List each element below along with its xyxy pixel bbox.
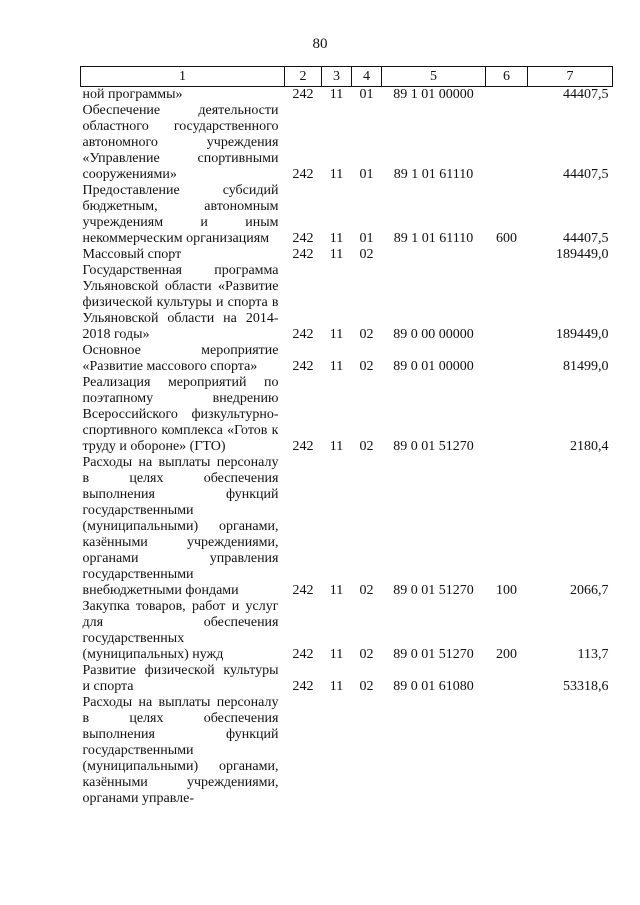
expense-name: Предоставление субсидий бюджетным, автономным учреждениям и иным некоммерческим организациям	[82, 183, 279, 246]
amount: 113,7	[577, 647, 609, 662]
target-article-code	[382, 695, 486, 807]
column-header-1: 1	[81, 67, 285, 87]
grbs-code: 242	[292, 87, 314, 102]
subsection-code: 01	[359, 167, 374, 182]
target-article-code: 89 1 01 00000	[393, 87, 474, 102]
column-header-3: 3	[322, 67, 352, 87]
target-article-code: 89 0 01 51270	[393, 647, 474, 662]
table-row	[81, 663, 613, 695]
budget-table	[80, 66, 613, 807]
grbs-code: 242	[292, 327, 314, 342]
subsection-code	[352, 695, 382, 807]
amount: 44407,5	[563, 231, 609, 246]
expense-type-code: 200	[496, 647, 517, 662]
grbs-code: 242	[292, 359, 314, 374]
section-code: 11	[329, 439, 344, 454]
grbs-code: 242	[292, 647, 314, 662]
expense-type-code	[486, 263, 528, 343]
subsection-code: 02	[359, 247, 374, 262]
expense-type-code	[486, 103, 528, 183]
table-row	[81, 247, 613, 263]
expense-type-code: 600	[496, 231, 517, 246]
table-row	[81, 263, 613, 343]
subsection-code: 02	[359, 647, 374, 662]
grbs-code	[285, 695, 322, 807]
section-code: 11	[329, 359, 344, 374]
target-article-code: 89 0 01 61080	[393, 679, 474, 694]
grbs-code: 242	[292, 231, 314, 246]
section-code: 11	[329, 679, 344, 694]
amount: 44407,5	[563, 87, 609, 102]
expense-name: Закупка товаров, работ и услуг для обеспечения государственных (муниципальных) нужд	[82, 599, 279, 662]
table-row	[81, 183, 613, 247]
expense-name: Основное мероприятие «Развитие массового спорта»	[82, 343, 279, 374]
amount: 2066,7	[570, 583, 609, 598]
expense-type-code	[486, 695, 528, 807]
expense-name: Реализация мероприятий по поэтапному внедрению Всероссийского физкультурно-спортивного комплекса «Готов к труду и обороне» (ГТО)	[82, 375, 279, 454]
table-row	[81, 343, 613, 375]
column-header-7: 7	[528, 67, 613, 87]
expense-type-code	[486, 663, 528, 695]
grbs-code: 242	[292, 167, 314, 182]
subsection-code: 02	[359, 359, 374, 374]
section-code: 11	[329, 583, 344, 598]
grbs-code: 242	[292, 247, 314, 262]
table-row	[81, 375, 613, 455]
column-header-5: 5	[382, 67, 486, 87]
column-header-2: 2	[285, 67, 322, 87]
target-article-code: 89 1 01 61110	[393, 167, 474, 182]
target-article-code: 89 1 01 61110	[393, 231, 474, 246]
section-code: 11	[329, 327, 344, 342]
expense-type-code	[486, 375, 528, 455]
section-code: 11	[329, 87, 344, 102]
column-number-header-row	[81, 67, 613, 87]
page-number: 80	[312, 36, 328, 52]
expense-type-code	[486, 343, 528, 375]
expense-type-code	[486, 87, 528, 104]
grbs-code: 242	[292, 439, 314, 454]
amount	[528, 695, 613, 807]
expense-name: Развитие физической культуры и спорта	[82, 663, 279, 694]
target-article-code	[382, 247, 486, 263]
subsection-code: 02	[359, 327, 374, 342]
amount: 44407,5	[563, 167, 609, 182]
section-code: 11	[329, 231, 344, 246]
grbs-code: 242	[292, 679, 314, 694]
section-code: 11	[329, 167, 344, 182]
amount: 81499,0	[563, 359, 609, 374]
table-row	[81, 87, 613, 104]
amount: 189449,0	[556, 247, 609, 262]
table-row	[81, 455, 613, 599]
amount: 189449,0	[556, 327, 609, 342]
column-header-6: 6	[486, 67, 528, 87]
expense-type-code: 100	[496, 583, 517, 598]
expense-name: ной программы»	[82, 87, 183, 102]
expense-name: Массовый спорт	[82, 247, 182, 262]
amount: 2180,4	[570, 439, 609, 454]
table-row	[81, 695, 613, 807]
section-code: 11	[329, 247, 344, 262]
amount: 53318,6	[563, 679, 609, 694]
section-code: 11	[329, 647, 344, 662]
subsection-code: 02	[359, 679, 374, 694]
subsection-code: 02	[359, 583, 374, 598]
target-article-code: 89 0 01 00000	[393, 359, 474, 374]
expense-name: Расходы на выплаты персоналу в целях обеспечения выполнения функций государственными (муниципальными) органами, казёнными учреждениями, органами управле-	[82, 695, 279, 806]
target-article-code: 89 0 01 51270	[393, 583, 474, 598]
table-row	[81, 599, 613, 663]
grbs-code: 242	[292, 583, 314, 598]
expense-name: Обеспечение деятельности областного государственного автономного учреждения «Управление спортивными сооружениями»	[82, 103, 279, 182]
subsection-code: 01	[359, 87, 374, 102]
expense-type-code	[486, 247, 528, 263]
column-header-4: 4	[352, 67, 382, 87]
section-code	[322, 695, 352, 807]
subsection-code: 01	[359, 231, 374, 246]
target-article-code: 89 0 00 00000	[393, 327, 474, 342]
target-article-code: 89 0 01 51270	[393, 439, 474, 454]
expense-name: Расходы на выплаты персоналу в целях обеспечения выполнения функций государственными (муниципальными) органами, казёнными учреждениями, органами управления государственными внебюджетными фондами	[82, 455, 279, 598]
table-row	[81, 103, 613, 183]
expense-name: Государственная программа Ульяновской области «Развитие физической культуры и спорта в Ульяновской области на 2014-2018 годы»	[82, 263, 279, 342]
subsection-code: 02	[359, 439, 374, 454]
